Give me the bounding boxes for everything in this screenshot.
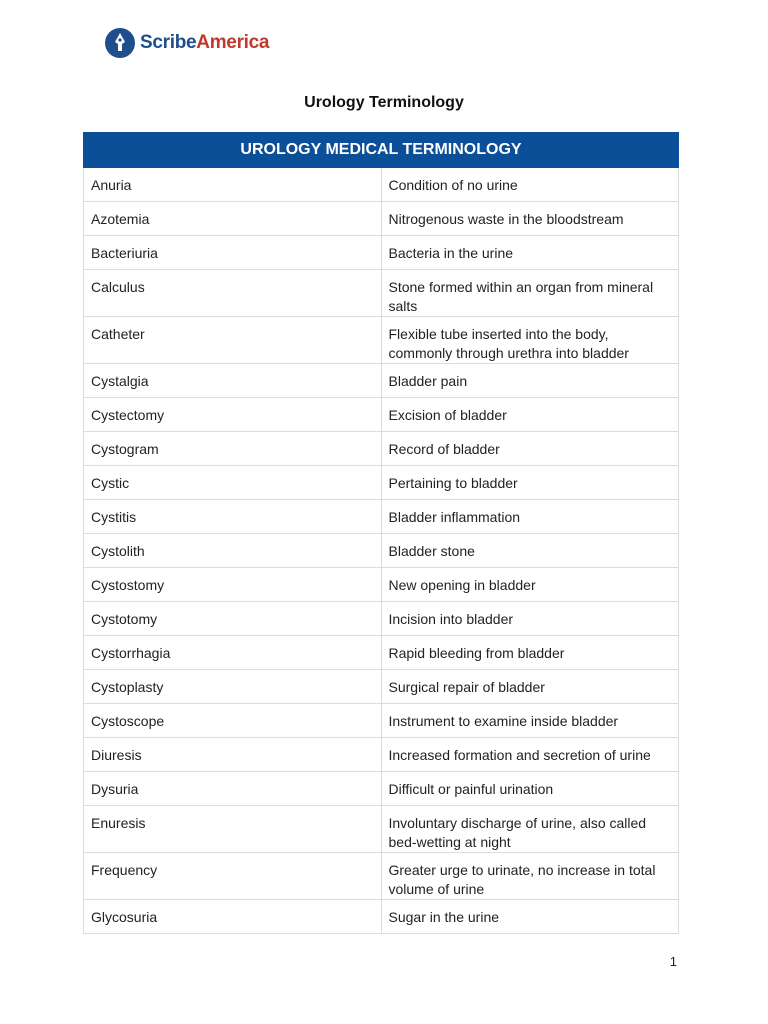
table-row [84, 853, 679, 900]
definition-cell: Condition of no urine [381, 168, 679, 202]
definition-cell: Bladder pain [381, 364, 679, 398]
logo-text-america: America [196, 32, 270, 53]
definition-cell: Difficult or painful urination [381, 772, 679, 806]
logo-wordmark [140, 32, 269, 54]
term-cell: Cystolith [84, 534, 382, 568]
table-row [84, 738, 679, 772]
table-row [84, 772, 679, 806]
table-row [84, 466, 679, 500]
definition-cell: Stone formed within an organ from mineral salts [381, 270, 679, 317]
table-row [84, 534, 679, 568]
definition-cell: Surgical repair of bladder [381, 670, 679, 704]
definition-cell: Nitrogenous waste in the bloodstream [381, 202, 679, 236]
table-row [84, 168, 679, 202]
definition-cell: Record of bladder [381, 432, 679, 466]
definition-cell: Sugar in the urine [381, 900, 679, 934]
logo-text-scribe: Scribe [140, 32, 197, 53]
term-cell: Azotemia [84, 202, 382, 236]
table-row [84, 602, 679, 636]
term-cell: Cystectomy [84, 398, 382, 432]
definition-cell: Instrument to examine inside bladder [381, 704, 679, 738]
term-cell: Catheter [84, 317, 382, 364]
table-row [84, 670, 679, 704]
term-cell: Diuresis [84, 738, 382, 772]
term-cell: Bacteriuria [84, 236, 382, 270]
term-cell: Cystic [84, 466, 382, 500]
table-row [84, 806, 679, 853]
table-row [84, 317, 679, 364]
definition-cell: Pertaining to bladder [381, 466, 679, 500]
definition-cell: Bacteria in the urine [381, 236, 679, 270]
terminology-table [83, 132, 679, 934]
table-row [84, 202, 679, 236]
definition-cell: New opening in bladder [381, 568, 679, 602]
term-cell: Cystalgia [84, 364, 382, 398]
term-cell: Dysuria [84, 772, 382, 806]
definition-cell: Flexible tube inserted into the body, commonly through urethra into bladder [381, 317, 679, 364]
definition-cell: Rapid bleeding from bladder [381, 636, 679, 670]
table-row [84, 270, 679, 317]
term-cell: Frequency [84, 853, 382, 900]
table-row [84, 568, 679, 602]
table-row [84, 500, 679, 534]
table-row [84, 236, 679, 270]
pen-nib-logo-icon [104, 27, 136, 59]
term-cell: Cystotomy [84, 602, 382, 636]
table-row [84, 398, 679, 432]
definition-cell: Increased formation and secretion of urine [381, 738, 679, 772]
table-row [84, 364, 679, 398]
term-cell: Anuria [84, 168, 382, 202]
definition-cell: Excision of bladder [381, 398, 679, 432]
term-cell: Calculus [84, 270, 382, 317]
scribeamerica-logo [104, 26, 269, 60]
definition-cell: Involuntary discharge of urine, also called bed-wetting at night [381, 806, 679, 853]
table-row [84, 432, 679, 466]
term-cell: Cystoplasty [84, 670, 382, 704]
term-cell: Cystostomy [84, 568, 382, 602]
definition-cell: Greater urge to urinate, no increase in total volume of urine [381, 853, 679, 900]
definition-cell: Bladder stone [381, 534, 679, 568]
term-cell: Cystoscope [84, 704, 382, 738]
term-cell: Glycosuria [84, 900, 382, 934]
term-cell: Cystogram [84, 432, 382, 466]
document-title: Urology Terminology [304, 94, 464, 111]
table-row [84, 704, 679, 738]
page-number: 1 [669, 954, 677, 969]
definition-cell: Bladder inflammation [381, 500, 679, 534]
table-header: UROLOGY MEDICAL TERMINOLOGY [84, 133, 679, 168]
term-cell: Cystorrhagia [84, 636, 382, 670]
table-row [84, 900, 679, 934]
term-cell: Enuresis [84, 806, 382, 853]
term-cell: Cystitis [84, 500, 382, 534]
definition-cell: Incision into bladder [381, 602, 679, 636]
table-row [84, 636, 679, 670]
